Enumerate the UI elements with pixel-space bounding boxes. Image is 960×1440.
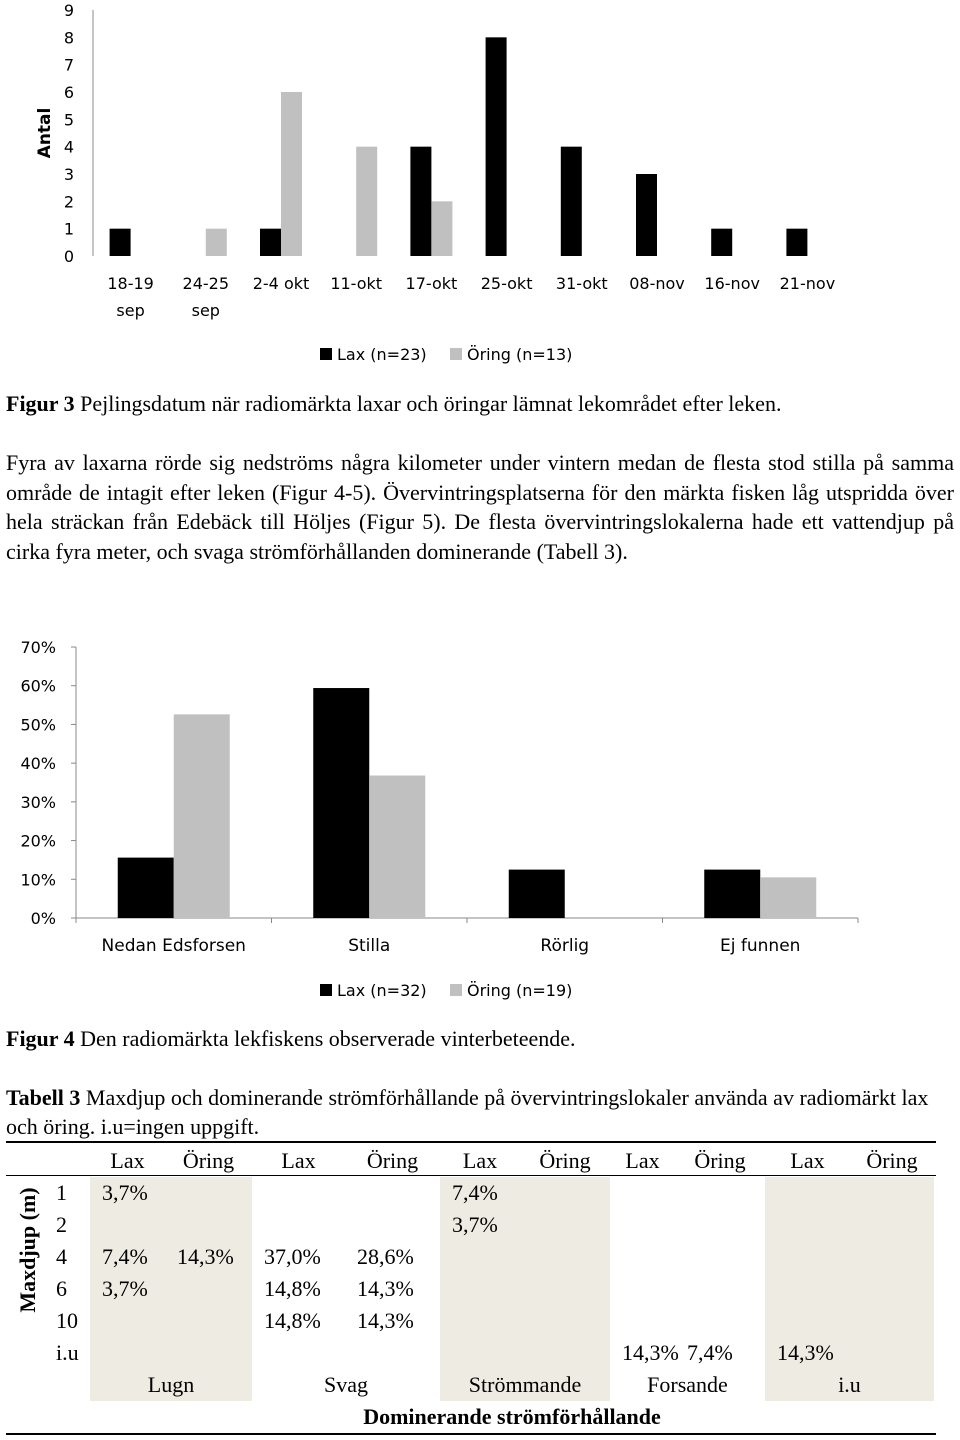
x-tick-label: 16-nov (704, 274, 760, 293)
legend-label: Lax (n=32) (337, 981, 427, 1000)
table3-row-axis-label: Maxdjup (m) (15, 1187, 40, 1313)
x-tick-label: sep (191, 301, 220, 320)
table-cell (765, 1177, 850, 1209)
x-tick-label: Ej funnen (720, 936, 801, 956)
y-tick-label: 7 (63, 55, 74, 75)
x-tick-label: 2-4 okt (252, 274, 310, 293)
x-tick-label: Stilla (348, 936, 391, 956)
table3-caption-text: Maxdjup och dominerande strömförhållande på övervintringslokaler använda av radiomärkt lax och öring. i.u=ingen uppgift. (6, 1085, 929, 1139)
figure3-caption-text: Pejlingsdatum när radiomärkta laxar och öringar lämnat lekområdet efter leken. (74, 391, 782, 416)
x-tick-label: 17-okt (405, 274, 458, 293)
table-cell (610, 1209, 675, 1241)
table-cell (440, 1273, 520, 1305)
group-label: Svag (324, 1372, 368, 1397)
legend-swatch-oring (450, 984, 462, 996)
table-cell (675, 1209, 765, 1241)
table-cell (850, 1209, 934, 1241)
table-cell (520, 1305, 610, 1337)
table-cell: 14,3% (357, 1276, 414, 1301)
table-cell (165, 1305, 252, 1337)
y-tick-label: 30% (20, 792, 56, 812)
table-cell (520, 1273, 610, 1305)
y-tick-label: 4 (63, 137, 74, 157)
legend-swatch-lax (320, 984, 332, 996)
bar-oring (369, 776, 425, 918)
y-tick-label: 0% (30, 909, 56, 928)
table-cell (165, 1273, 252, 1305)
table-cell (440, 1241, 520, 1273)
table3-caption (6, 1083, 946, 1141)
y-tick-label: 1 (63, 219, 74, 239)
table-cell: 14,8% (264, 1308, 321, 1333)
y-tick-label: 70% (20, 638, 56, 657)
figure4-caption (6, 1025, 576, 1053)
y-tick-label: 5 (63, 110, 74, 130)
table-cell: 28,6% (357, 1244, 414, 1269)
x-tick-label: 25-okt (480, 274, 533, 293)
table-cell: 14,3% (765, 1337, 850, 1369)
table-cell: 14,3% (622, 1340, 679, 1365)
table-cell (610, 1305, 675, 1337)
table-cell (850, 1177, 934, 1209)
table-cell (610, 1241, 675, 1273)
y-tick-label: 20% (20, 831, 56, 851)
group-label: Strömmande (440, 1369, 610, 1401)
table-cell (520, 1241, 610, 1273)
table-cell: 14,3% (357, 1308, 414, 1333)
x-tick-label: sep (116, 301, 145, 320)
x-tick-label: 18-19 (107, 274, 154, 293)
table-cell (520, 1177, 610, 1209)
table-cell (850, 1241, 934, 1273)
table-cell (675, 1305, 765, 1337)
figure4-caption-text: Den radiomärkta lekfiskens observerade vinterbeteende. (74, 1026, 576, 1051)
x-tick-label: 11-okt (330, 274, 383, 293)
table-cell (165, 1209, 252, 1241)
table-cell (90, 1209, 165, 1241)
x-tick-label: 08-nov (629, 274, 685, 293)
table-bottom-rule (6, 1433, 936, 1435)
table-cell (90, 1337, 165, 1369)
y-tick-label: 8 (63, 28, 74, 48)
table3 (0, 1140, 960, 1440)
column-header: Lax (110, 1148, 145, 1173)
table-cell (610, 1273, 675, 1305)
table-cell (165, 1177, 252, 1209)
table-cell (345, 1209, 440, 1241)
table-cell: 37,0% (264, 1244, 321, 1269)
table-cell (765, 1241, 850, 1273)
figure3-caption-label: Figur 3 (6, 391, 75, 416)
column-header: Lax (462, 1148, 498, 1173)
y-tick-label: 6 (63, 83, 74, 102)
table-cell (440, 1337, 520, 1369)
y-tick-label: 60% (20, 676, 56, 696)
table-cell: 14,3% (165, 1241, 252, 1273)
y-tick-label: 9 (63, 1, 74, 20)
x-tick-label: 21-nov (779, 274, 836, 293)
table-cell (440, 1305, 520, 1337)
table-cell (850, 1273, 934, 1305)
column-header: Lax (625, 1148, 660, 1173)
bar-lax (313, 688, 369, 918)
row-label: 6 (56, 1276, 67, 1301)
y-tick-label: 40% (20, 754, 56, 774)
table-cell (675, 1273, 765, 1305)
header-rule (6, 1175, 936, 1176)
table-cell: 3,7% (90, 1273, 165, 1305)
table-cell: 14,8% (264, 1276, 321, 1301)
y-tick-label: 2 (63, 192, 74, 212)
row-label: 2 (56, 1212, 67, 1237)
table-cell (520, 1337, 610, 1369)
bar-oring (174, 714, 230, 918)
bar-oring (760, 877, 816, 918)
table-cell (850, 1305, 934, 1337)
table-cell (850, 1337, 934, 1369)
column-header: Öring (694, 1148, 746, 1173)
table-cell (675, 1241, 765, 1273)
y-tick-label: 10% (20, 870, 56, 890)
table-cell: 7,4% (440, 1177, 520, 1209)
row-label: 4 (56, 1244, 67, 1269)
body-paragraph: Fyra av laxarna rörde sig nedströms några kilometer under vintern medan de flesta stod stilla på samma område de intagit efter leken (Figur 4-5). Övervintringsplatserna för den märkta fisken låg utspridda över hela sträckan från Edebäck till Höljes (Figur 5). De flesta övervintringslokalerna hade ett vattendjup på cirka fyra meter, och svaga strömförhållanden dominerande (Tabell 3). (6, 450, 954, 564)
legend-label: Lax (n=23) (337, 345, 427, 364)
table3-caption-label: Tabell 3 (6, 1085, 81, 1110)
table-cell (765, 1209, 850, 1241)
legend-label: Öring (n=13) (467, 345, 573, 364)
bar-lax (118, 858, 174, 918)
table-top-rule (6, 1141, 936, 1143)
group-label: i.u (765, 1369, 934, 1401)
y-tick-label: 3 (63, 165, 74, 184)
x-tick-label: 24-25 (182, 274, 230, 293)
legend-label: Öring (n=19) (467, 981, 573, 1000)
table-cell: 7,4% (90, 1241, 165, 1273)
row-label: i.u (56, 1340, 79, 1365)
table-cell: 3,7% (90, 1177, 165, 1209)
figure4-caption-label: Figur 4 (6, 1026, 75, 1051)
table-cell (675, 1177, 765, 1209)
table-cell (90, 1305, 165, 1337)
row-label: 1 (56, 1180, 67, 1205)
bar-lax (509, 870, 565, 918)
x-tick-label: 31-okt (555, 274, 608, 293)
x-tick-label: Rörlig (540, 936, 590, 956)
bar-lax (704, 870, 760, 918)
table-cell (765, 1305, 850, 1337)
row-label: 10 (56, 1308, 78, 1333)
table-cell (165, 1337, 252, 1369)
table-cell (345, 1337, 440, 1369)
table-cell (520, 1209, 610, 1241)
table-cell: 3,7% (440, 1209, 520, 1241)
group-label: Forsande (647, 1372, 728, 1397)
x-tick-label: Nedan Edsforsen (101, 936, 246, 956)
group-label: Lugn (90, 1369, 252, 1401)
column-header: Lax (790, 1148, 825, 1173)
column-axis-label: Dominerande strömförhållande (363, 1404, 661, 1429)
y-tick-label: 50% (20, 715, 56, 735)
table-cell (252, 1177, 345, 1209)
column-header: Öring (182, 1148, 235, 1173)
table-cell (252, 1209, 345, 1241)
table-cell: 7,4% (687, 1340, 733, 1365)
column-header: Öring (866, 1148, 918, 1173)
y-axis-label: Antal (35, 107, 55, 159)
column-header: Öring (366, 1148, 419, 1173)
column-header: Öring (539, 1148, 591, 1173)
table-cell (610, 1177, 675, 1209)
table-cell (345, 1177, 440, 1209)
y-tick-label: 0 (63, 247, 74, 266)
column-header: Lax (281, 1148, 316, 1173)
table-cell (252, 1337, 345, 1369)
table-cell (765, 1273, 850, 1305)
